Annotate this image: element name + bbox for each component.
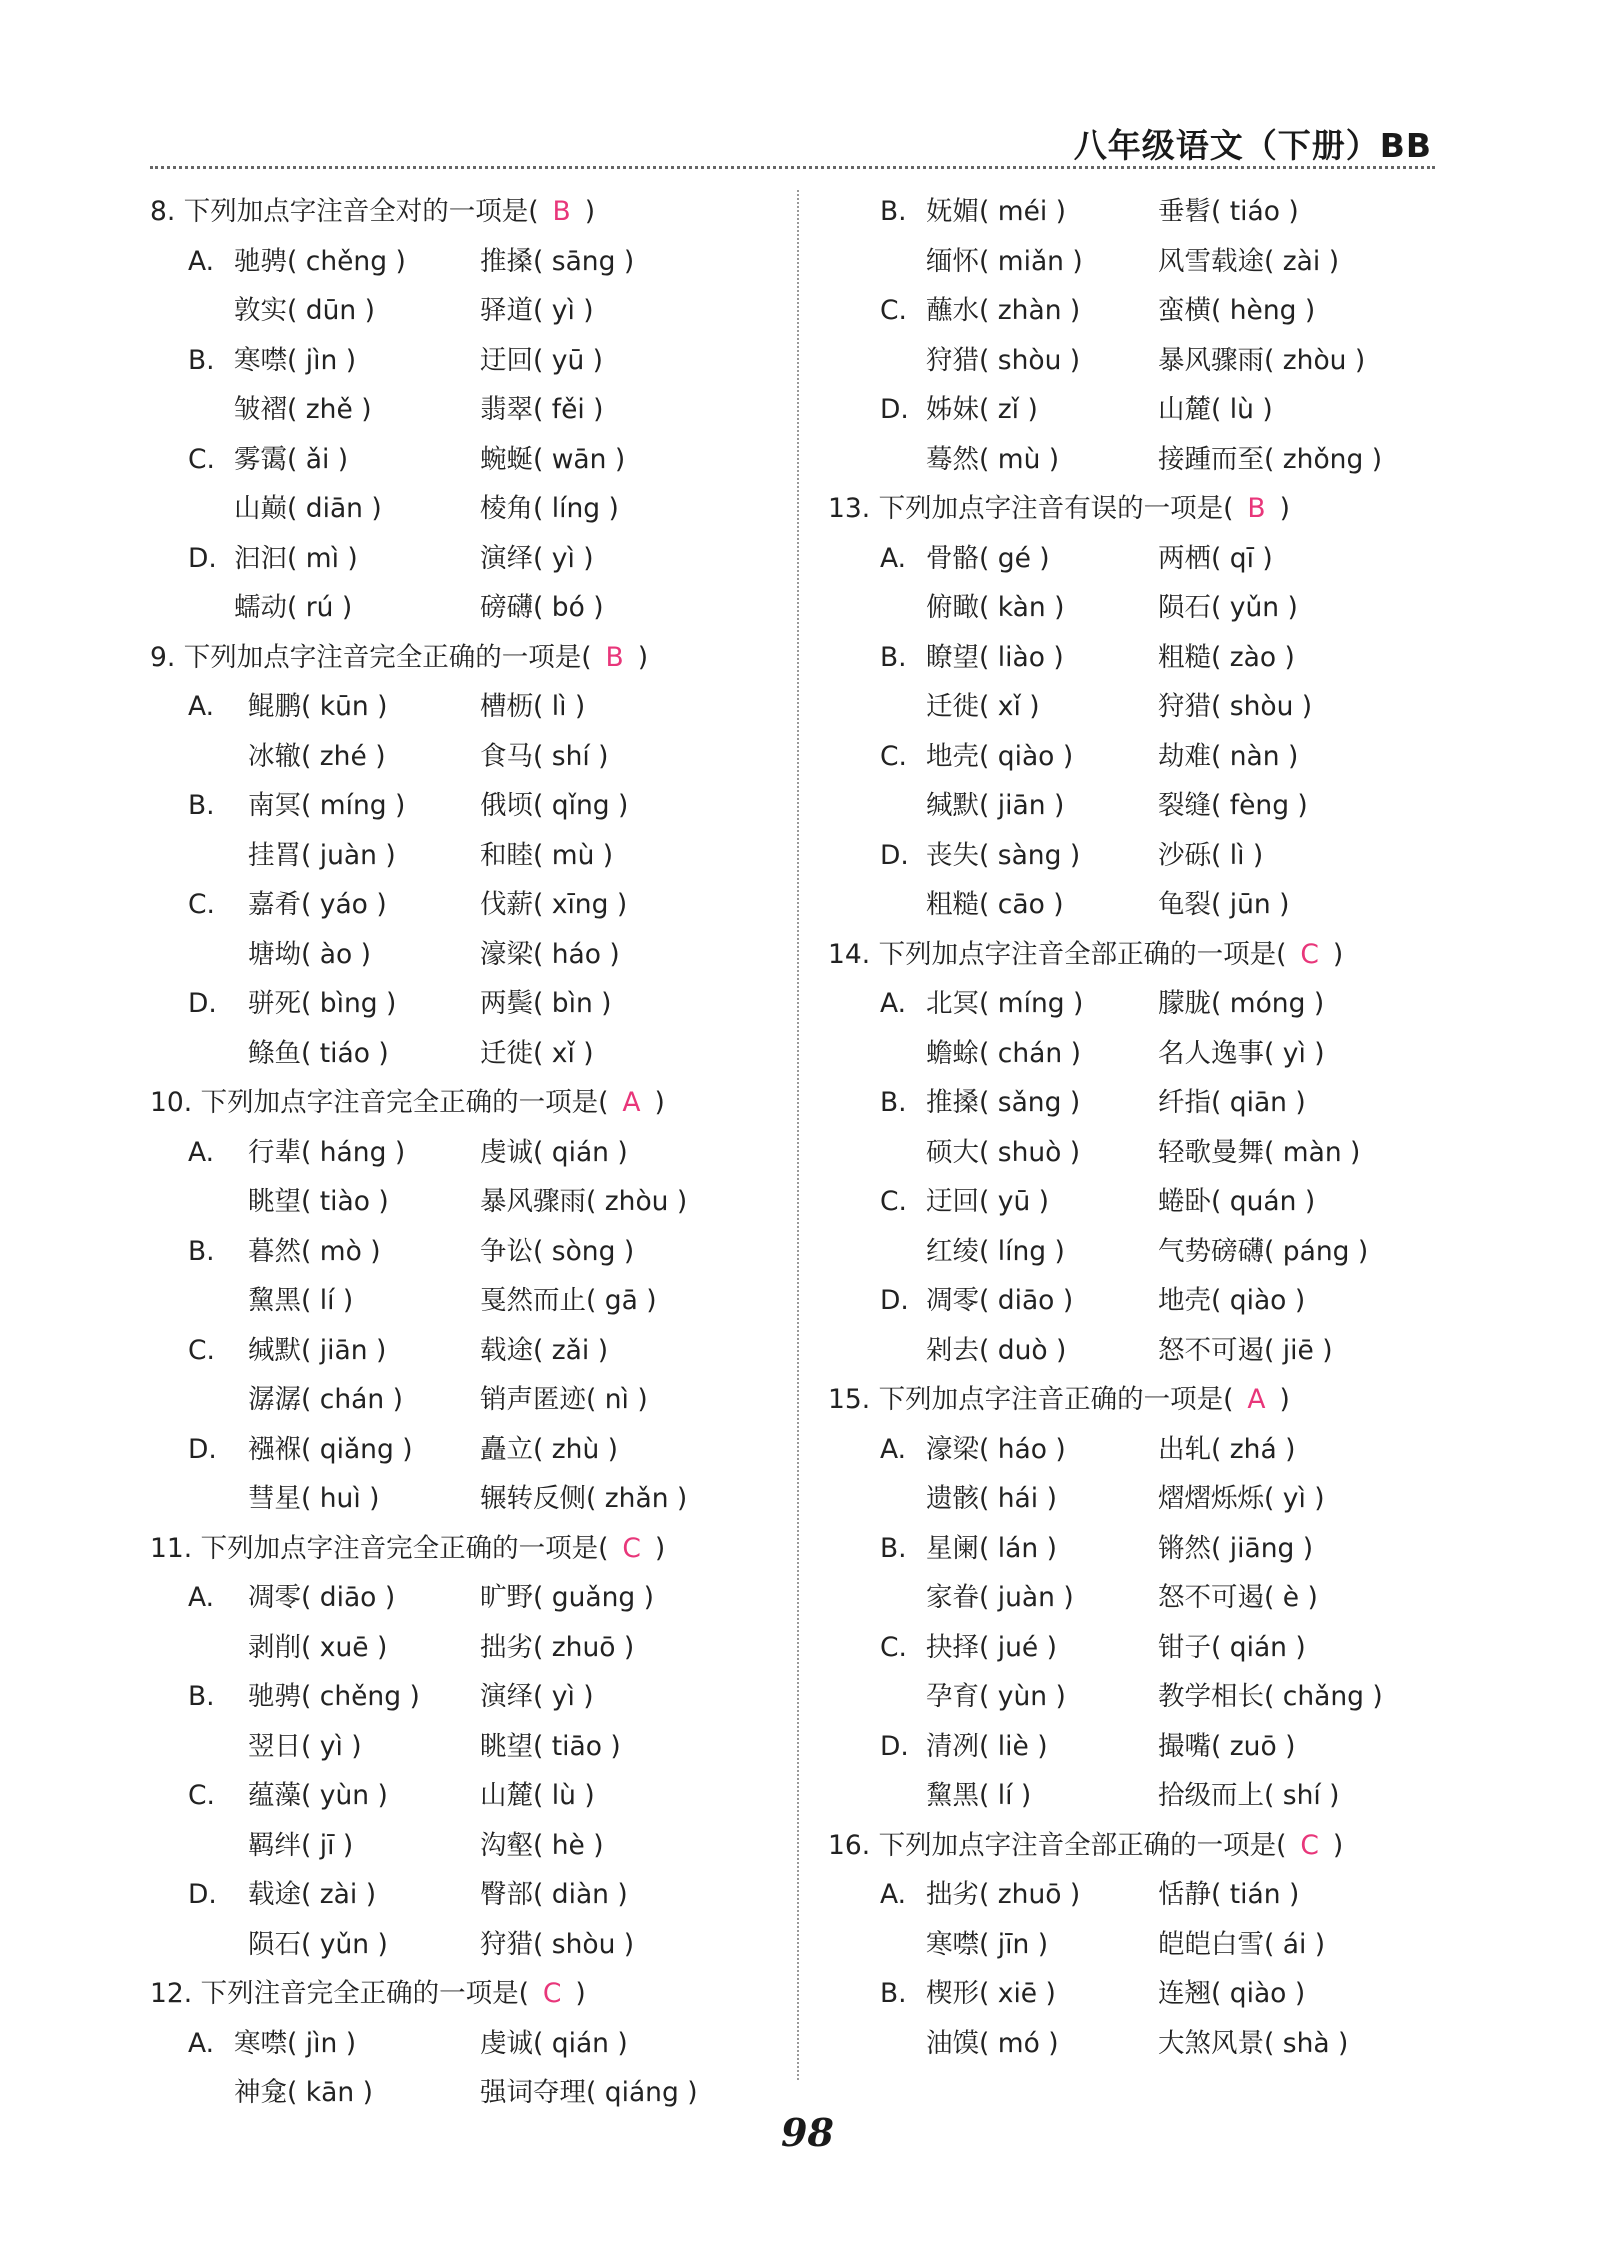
option-item-second: 虔诚( qián ) [480, 1136, 628, 1168]
question-text: 8. 下列加点字注音全对的一项是( [150, 196, 539, 227]
option-item-first: 狩猎( shòu ) [926, 344, 1081, 376]
option-letter: C. [880, 740, 907, 772]
option-row [828, 336, 1478, 386]
option-item-second: 粗糙( zào ) [1158, 641, 1295, 673]
option-row [828, 880, 1478, 930]
option-item-second: 纤指( qiān ) [1158, 1087, 1306, 1118]
option-row [828, 1870, 1478, 1920]
option-row [828, 2019, 1478, 2069]
option-item-first: 孕育( yùn ) [926, 1681, 1066, 1712]
option-row [150, 583, 790, 633]
question-block [150, 1078, 790, 1524]
answer-mark: B [605, 641, 624, 673]
option-row [828, 1227, 1478, 1277]
option-item-second: 锵然( jiāng ) [1158, 1532, 1314, 1564]
question-text: 9. 下列加点字注音完全正确的一项是( [150, 641, 592, 673]
option-row [150, 880, 790, 930]
option-item-second: 恬静( tián ) [1158, 1879, 1300, 1910]
column-divider [797, 190, 799, 2080]
option-item-first: 驰骋( chěng ) [248, 1681, 420, 1712]
option-row [150, 930, 790, 980]
left-column [150, 187, 790, 2118]
option-item-first: 塘坳( ào ) [248, 938, 371, 970]
option-row [150, 1227, 790, 1277]
option-item-first: 粗糙( cāo ) [926, 889, 1064, 920]
option-row [150, 1920, 790, 1970]
option-row [150, 1276, 790, 1326]
option-item-first: 冰辙( zhé ) [248, 740, 386, 772]
option-item-second: 强词夺理( qiáng ) [480, 2077, 698, 2108]
option-item-first: 皱褶( zhě ) [234, 394, 372, 425]
option-item-first: 剥削( xuē ) [248, 1631, 388, 1663]
option-row [828, 385, 1478, 435]
close-paren: ) [1332, 1829, 1344, 1861]
option-item-second: 朦胧( móng ) [1158, 988, 1325, 1019]
question-stem [150, 187, 790, 237]
option-item-second: 名人逸事( yì ) [1158, 1037, 1325, 1069]
option-letter: C. [188, 1334, 215, 1366]
option-letter: B. [880, 1978, 907, 2009]
option-item-first: 缅怀( miǎn ) [926, 245, 1083, 277]
option-item-first: 剁去( duò ) [926, 1334, 1067, 1366]
option-row [828, 1474, 1478, 1524]
option-item-second: 皑皑白雪( ái ) [1158, 1928, 1326, 1960]
header-divider [150, 166, 1435, 169]
option-row [828, 633, 1478, 683]
option-item-first: 油馍( mó ) [926, 2027, 1059, 2059]
option-item-first: 凋零( diāo ) [926, 1285, 1074, 1316]
option-letter: A. [880, 988, 907, 1019]
option-item-first: 汩汩( mì ) [234, 542, 358, 574]
option-row [150, 979, 790, 1029]
option-row [150, 2019, 790, 2069]
option-item-first: 潺潺( chán ) [248, 1384, 403, 1415]
close-paren: ) [575, 1978, 586, 2009]
option-row [150, 484, 790, 534]
option-row [150, 682, 790, 732]
question-block [828, 1375, 1478, 1821]
answer-mark: C [542, 1978, 562, 2009]
option-item-second: 载途( zǎi ) [480, 1334, 609, 1366]
option-item-first: 楔形( xiē ) [926, 1978, 1056, 2009]
option-letter: B. [188, 790, 215, 821]
option-item-second: 臀部( diàn ) [480, 1879, 628, 1910]
option-item-first: 拙劣( zhuō ) [926, 1879, 1081, 1910]
option-row [828, 979, 1478, 1029]
option-letter: A. [188, 245, 215, 277]
option-item-second: 垂髫( tiáo ) [1158, 196, 1299, 227]
page-number: 98 [781, 2110, 834, 2155]
option-row [828, 187, 1478, 237]
option-item-second: 蜿蜒( wān ) [480, 443, 626, 475]
option-row [828, 435, 1478, 485]
option-item-first: 凋零( diāo ) [248, 1582, 396, 1613]
option-letter: B. [188, 344, 215, 376]
option-row [150, 385, 790, 435]
question-text: 11. 下列加点字注音完全正确的一项是( [150, 1532, 609, 1564]
answer-mark: B [552, 196, 571, 227]
question-text: 12. 下列注音完全正确的一项是( [150, 1978, 529, 2009]
option-item-second: 怒不可遏( jiē ) [1158, 1334, 1333, 1366]
option-item-second: 劫难( nàn ) [1158, 740, 1299, 772]
question-stem [828, 930, 1478, 980]
option-row [150, 1623, 790, 1673]
option-letter: C. [188, 889, 215, 920]
option-item-first: 北冥( míng ) [926, 988, 1084, 1019]
question-stem [150, 1078, 790, 1128]
option-item-first: 眺望( tiào ) [248, 1186, 389, 1217]
option-row [150, 336, 790, 386]
option-item-second: 驿道( yì ) [480, 295, 594, 326]
option-item-first: 襁褓( qiǎng ) [248, 1433, 413, 1465]
question-block [828, 484, 1478, 930]
option-item-first: 嘉肴( yáo ) [248, 889, 387, 920]
question-block [150, 633, 790, 1079]
option-row [828, 286, 1478, 336]
option-letter: D. [880, 1730, 909, 1762]
option-row [828, 1276, 1478, 1326]
option-item-second: 戛然而止( gā ) [480, 1285, 657, 1316]
option-item-first: 蟾蜍( chán ) [926, 1037, 1081, 1069]
option-item-second: 旷野( guǎng ) [480, 1582, 654, 1613]
option-item-first: 骨骼( gé ) [926, 542, 1050, 574]
close-paren: ) [1279, 1384, 1290, 1415]
option-row [150, 534, 790, 584]
option-item-second: 演绎( yì ) [480, 542, 594, 574]
option-item-first: 瞭望( liào ) [926, 641, 1064, 673]
option-row [150, 1177, 790, 1227]
option-row [828, 781, 1478, 831]
option-row [150, 1573, 790, 1623]
option-letter: A. [188, 2027, 215, 2059]
option-row [828, 583, 1478, 633]
option-item-second: 伐薪( xīng ) [480, 889, 628, 920]
option-item-first: 寒噤( jìn ) [234, 2027, 357, 2059]
option-item-first: 雾霭( ǎi ) [234, 443, 349, 475]
option-item-first: 姊妹( zǐ ) [926, 394, 1038, 425]
option-item-first: 寒噤( jīn ) [926, 1928, 1049, 1960]
close-paren: ) [637, 641, 649, 673]
option-item-second: 暴风骤雨( zhòu ) [1158, 344, 1366, 376]
header-title: 八年级语文（下册）BB [1073, 126, 1432, 165]
option-item-first: 妩媚( méi ) [926, 196, 1067, 227]
question-block [828, 930, 1478, 1376]
option-letter: D. [188, 1879, 217, 1910]
option-letter: C. [188, 1780, 215, 1811]
option-item-second: 接踵而至( zhǒng ) [1158, 443, 1383, 475]
question-stem [150, 1524, 790, 1574]
option-row [828, 1623, 1478, 1673]
answer-mark: C [1300, 1829, 1319, 1861]
option-item-first: 蠕动( rú ) [234, 592, 353, 623]
option-item-second: 拙劣( zhuō ) [480, 1631, 635, 1663]
question-text: 13. 下列加点字注音有误的一项是( [828, 493, 1234, 524]
right-column [828, 187, 1478, 2068]
option-item-second: 迁徙( xǐ ) [480, 1037, 594, 1069]
option-row [150, 1870, 790, 1920]
option-item-first: 山巅( diān ) [234, 493, 382, 524]
option-item-first: 蘸水( zhàn ) [926, 295, 1081, 326]
option-row [828, 831, 1478, 881]
option-item-first: 红绫( líng ) [926, 1235, 1065, 1267]
option-row [150, 1128, 790, 1178]
option-item-first: 缄默( jiān ) [926, 790, 1065, 821]
option-item-second: 演绎( yì ) [480, 1681, 594, 1712]
option-item-second: 俄顷( qǐng ) [480, 790, 629, 821]
option-item-first: 地壳( qiào ) [926, 740, 1074, 772]
close-paren: ) [584, 196, 596, 227]
option-row [150, 286, 790, 336]
option-letter: D. [188, 988, 217, 1019]
option-item-first: 推搡( sǎng ) [926, 1087, 1081, 1118]
question-text: 15. 下列加点字注音正确的一项是( [828, 1384, 1234, 1415]
option-row [828, 682, 1478, 732]
option-item-second: 出轧( zhá ) [1158, 1433, 1296, 1465]
option-row [150, 1821, 790, 1871]
option-item-first: 鲲鹏( kūn ) [248, 691, 388, 722]
option-letter: A. [188, 691, 215, 722]
option-row [828, 1029, 1478, 1079]
option-item-first: 鲦鱼( tiáo ) [248, 1037, 389, 1069]
option-item-first: 行辈( háng ) [248, 1136, 406, 1168]
answer-mark: A [622, 1087, 641, 1118]
option-item-second: 两鬓( bìn ) [480, 988, 612, 1019]
answer-mark: C [1300, 938, 1319, 970]
option-letter: B. [880, 641, 907, 673]
option-item-second: 沙砾( lì ) [1158, 839, 1264, 871]
option-letter: B. [880, 1532, 907, 1564]
option-item-second: 推搡( sāng ) [480, 245, 635, 277]
option-row [150, 1029, 790, 1079]
option-row [828, 1969, 1478, 2019]
option-item-first: 丧失( sàng ) [926, 839, 1081, 871]
option-item-second: 山麓( lù ) [480, 1780, 595, 1811]
option-item-second: 气势磅礴( páng ) [1158, 1235, 1369, 1267]
answer-mark: C [622, 1532, 641, 1564]
option-item-second: 沟壑( hè ) [480, 1829, 604, 1861]
option-letter: A. [880, 1433, 907, 1465]
option-item-first: 蕴藻( yùn ) [248, 1780, 388, 1811]
question-block [150, 187, 790, 633]
option-row [150, 781, 790, 831]
option-row [150, 1326, 790, 1376]
option-item-first: 挂罥( juàn ) [248, 839, 396, 871]
option-item-second: 眺望( tiāo ) [480, 1730, 621, 1762]
question-block [150, 1969, 790, 2118]
option-item-second: 矗立( zhù ) [480, 1433, 619, 1465]
question-stem [828, 484, 1478, 534]
option-item-first: 彗星( huì ) [248, 1483, 380, 1514]
option-row [828, 1524, 1478, 1574]
option-item-first: 家眷( juàn ) [926, 1582, 1074, 1613]
option-item-second: 蜷卧( quán ) [1158, 1186, 1316, 1217]
option-letter: C. [880, 1186, 907, 1217]
option-item-first: 蓦然( mù ) [926, 443, 1060, 475]
question-block [828, 187, 1478, 484]
answer-mark: B [1247, 493, 1266, 524]
option-item-second: 磅礴( bó ) [480, 592, 604, 623]
option-item-first: 缄默( jiān ) [248, 1334, 387, 1366]
option-row [828, 732, 1478, 782]
option-item-first: 俯瞰( kàn ) [926, 592, 1065, 623]
option-item-second: 濠梁( háo ) [480, 938, 620, 970]
option-item-second: 连翘( qiào ) [1158, 1978, 1306, 2009]
option-item-second: 翡翠( fěi ) [480, 394, 604, 425]
question-stem [828, 1821, 1478, 1871]
question-text: 16. 下列加点字注音全部正确的一项是( [828, 1829, 1287, 1861]
question-stem [150, 1969, 790, 2019]
option-item-first: 星阑( lán ) [926, 1532, 1057, 1564]
option-item-second: 两栖( qī ) [1158, 542, 1273, 574]
option-item-second: 钳子( qián ) [1158, 1631, 1306, 1663]
option-letter: C. [188, 443, 215, 475]
close-paren: ) [654, 1532, 666, 1564]
option-row [828, 1573, 1478, 1623]
option-row [828, 1425, 1478, 1475]
option-letter: D. [880, 839, 909, 871]
option-row [150, 1474, 790, 1524]
option-item-first: 神龛( kān ) [234, 2077, 373, 2108]
option-row [150, 1375, 790, 1425]
option-item-first: 黧黑( lí ) [248, 1285, 354, 1316]
option-row [828, 237, 1478, 287]
option-row [150, 237, 790, 287]
option-item-first: 清冽( liè ) [926, 1730, 1048, 1762]
option-row [828, 1771, 1478, 1821]
option-item-first: 迂回( yū ) [926, 1186, 1050, 1217]
question-stem [828, 1375, 1478, 1425]
option-item-first: 敦实( dūn ) [234, 295, 375, 326]
close-paren: ) [654, 1087, 665, 1118]
question-block [828, 1821, 1478, 2069]
option-item-second: 陨石( yǔn ) [1158, 592, 1298, 623]
option-item-second: 熠熠烁烁( yì ) [1158, 1483, 1325, 1514]
option-row [150, 435, 790, 485]
answer-mark: A [1247, 1384, 1266, 1415]
option-item-second: 棱角( líng ) [480, 493, 619, 524]
option-item-first: 南冥( míng ) [248, 790, 406, 821]
option-item-second: 暴风骤雨( zhòu ) [480, 1186, 688, 1217]
option-item-second: 拾级而上( shí ) [1158, 1780, 1340, 1811]
option-item-second: 和睦( mù ) [480, 839, 614, 871]
option-item-second: 大煞风景( shà ) [1158, 2027, 1349, 2059]
option-item-first: 载途( zài ) [248, 1879, 377, 1910]
option-letter: A. [188, 1136, 215, 1168]
option-item-second: 龟裂( jūn ) [1158, 889, 1290, 920]
option-letter: B. [880, 196, 907, 227]
option-letter: B. [188, 1681, 215, 1712]
option-item-second: 销声匿迹( nì ) [480, 1384, 648, 1415]
option-row [828, 1177, 1478, 1227]
close-paren: ) [1279, 493, 1290, 524]
question-block [150, 1524, 790, 1970]
option-item-second: 山麓( lù ) [1158, 394, 1273, 425]
option-letter: D. [880, 1285, 909, 1316]
option-row [150, 1722, 790, 1772]
option-letter: D. [880, 394, 909, 425]
option-row [828, 1326, 1478, 1376]
option-row [150, 1425, 790, 1475]
option-item-first: 抉择( jué ) [926, 1631, 1057, 1663]
option-item-first: 迁徙( xǐ ) [926, 691, 1040, 722]
close-paren: ) [1332, 938, 1344, 970]
option-letter: C. [880, 295, 907, 326]
question-text: 10. 下列加点字注音完全正确的一项是( [150, 1087, 609, 1118]
option-row [150, 732, 790, 782]
question-text: 14. 下列加点字注音全部正确的一项是( [828, 938, 1287, 970]
option-item-second: 迂回( yū ) [480, 344, 604, 376]
option-letter: A. [188, 1582, 215, 1613]
option-letter: A. [880, 1879, 907, 1910]
option-item-first: 羁绊( jī ) [248, 1829, 354, 1861]
option-item-second: 地壳( qiào ) [1158, 1285, 1306, 1316]
option-letter: B. [880, 1087, 907, 1118]
option-row [150, 831, 790, 881]
option-letter: D. [188, 1433, 217, 1465]
option-item-second: 狩猎( shòu ) [1158, 691, 1313, 722]
option-item-second: 撮嘴( zuō ) [1158, 1730, 1296, 1762]
option-row [828, 1920, 1478, 1970]
option-item-first: 硕大( shuò ) [926, 1136, 1081, 1168]
option-item-first: 骈死( bìng ) [248, 988, 397, 1019]
option-item-first: 暮然( mò ) [248, 1235, 381, 1267]
option-item-second: 裂缝( fèng ) [1158, 790, 1308, 821]
option-item-second: 风雪载途( zài ) [1158, 245, 1340, 277]
option-row [828, 1722, 1478, 1772]
option-letter: B. [188, 1235, 215, 1267]
option-item-second: 辗转反侧( zhǎn ) [480, 1483, 688, 1514]
option-item-first: 陨石( yǔn ) [248, 1928, 388, 1960]
option-item-first: 黧黑( lí ) [926, 1780, 1032, 1811]
option-letter: C. [880, 1631, 907, 1663]
option-row [828, 1078, 1478, 1128]
option-row [828, 1672, 1478, 1722]
option-item-second: 狩猎( shòu ) [480, 1928, 635, 1960]
option-item-second: 虔诚( qián ) [480, 2027, 628, 2059]
option-item-first: 翌日( yì ) [248, 1730, 362, 1762]
option-row [828, 1128, 1478, 1178]
option-row [828, 534, 1478, 584]
option-item-first: 寒噤( jìn ) [234, 344, 357, 376]
option-item-second: 蛮横( hèng ) [1158, 295, 1316, 326]
option-item-second: 教学相长( chǎng ) [1158, 1681, 1383, 1712]
option-item-first: 驰骋( chěng ) [234, 245, 406, 277]
option-letter: A. [880, 542, 907, 574]
option-item-first: 遗骸( hái ) [926, 1483, 1057, 1514]
option-item-second: 食马( shí ) [480, 740, 609, 772]
option-row [150, 1771, 790, 1821]
option-item-second: 怒不可遏( è ) [1158, 1582, 1318, 1613]
question-stem [150, 633, 790, 683]
option-item-second: 槽枥( lì ) [480, 691, 586, 722]
option-row [150, 1672, 790, 1722]
option-letter: D. [188, 542, 217, 574]
option-item-second: 轻歌曼舞( màn ) [1158, 1136, 1361, 1168]
option-item-second: 争讼( sòng ) [480, 1235, 635, 1267]
option-item-first: 濠梁( háo ) [926, 1433, 1066, 1465]
